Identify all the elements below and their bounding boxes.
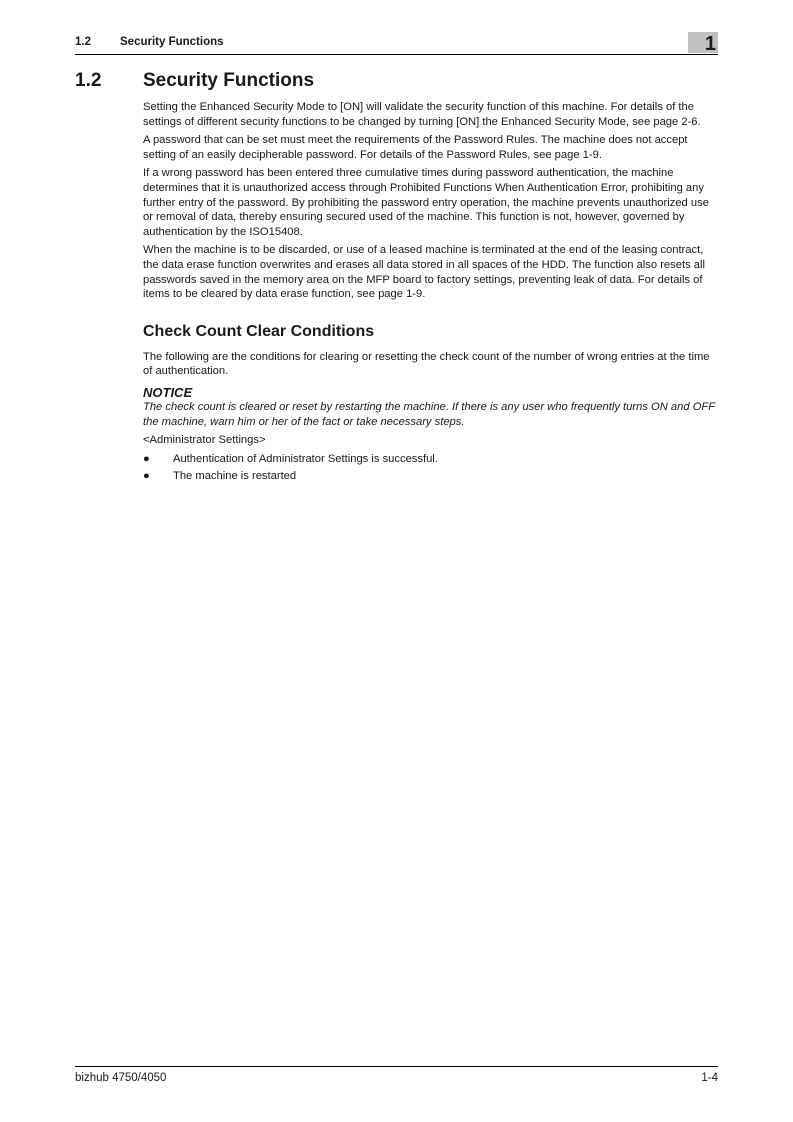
footer-product: bizhub 4750/4050 [75, 1072, 167, 1084]
list-item-text: The machine is restarted [173, 470, 297, 483]
paragraph: Setting the Enhanced Security Mode to [ON] will validate the security function of this machine. For details of the settings of different security functions to be changed by turning [ON] the Enhanced Security Mode, see page 2-6. [143, 101, 701, 128]
subsection-title: Check Count Clear Conditions [143, 322, 375, 340]
page-header [75, 34, 718, 55]
footer-page-number: 1-4 [701, 1072, 718, 1084]
settings-label: <Administrator Settings> [143, 434, 266, 447]
paragraph: When the machine is to be discarded, or use of a leased machine is terminated at the end of the leasing contract, the data erase function overwrites and erases all data stored in all spaces of the HDD. The function also resets all passwords saved in the memory area on the MFP board to factory settings, preventing leak of data. For details of items to be cleared by data erase function, see page 1-9. [143, 244, 705, 301]
bullet-icon: ● [143, 470, 150, 483]
condition-list [143, 452, 718, 484]
header-section-title: Security Functions [120, 36, 224, 48]
list-item [143, 452, 718, 467]
notice-text: The check count is cleared or reset by restarting the machine. If there is any user who frequently turns ON and OFF the machine, warn him or her of the fact or take necessary steps. [143, 400, 715, 428]
section-number: 1.2 [75, 70, 102, 91]
notice-title: NOTICE [143, 384, 193, 400]
page-footer [75, 1066, 718, 1084]
list-item [143, 469, 718, 484]
bullet-icon: ● [143, 452, 150, 465]
header-section-number: 1.2 [75, 36, 91, 48]
section-title: Security Functions [143, 70, 315, 91]
subsection-intro: The following are the conditions for clearing or resetting the check count of the number of wrong entries at the time of authentication. [143, 350, 710, 378]
paragraph: If a wrong password has been entered three cumulative times during password authentication, the machine determines that it is unauthorized access through Prohibited Functions When Authentication Error, prohibiting any further entry of the password. By prohibiting the password entry operation, the machine prevents unauthorized use or removal of data, thereby ensuring secured used of the machine. This function is not, however, governed by authentication by the ISO15408. [143, 167, 709, 238]
main-content [143, 100, 718, 487]
list-item-text: Authentication of Administrator Settings is successful. [173, 452, 438, 465]
paragraph: A password that can be set must meet the requirements of the Password Rules. The machine does not accept setting of an easily decipherable password. For details of the Password Rules, see page 1-9. [143, 134, 688, 161]
chapter-tab: 1 [688, 32, 718, 53]
